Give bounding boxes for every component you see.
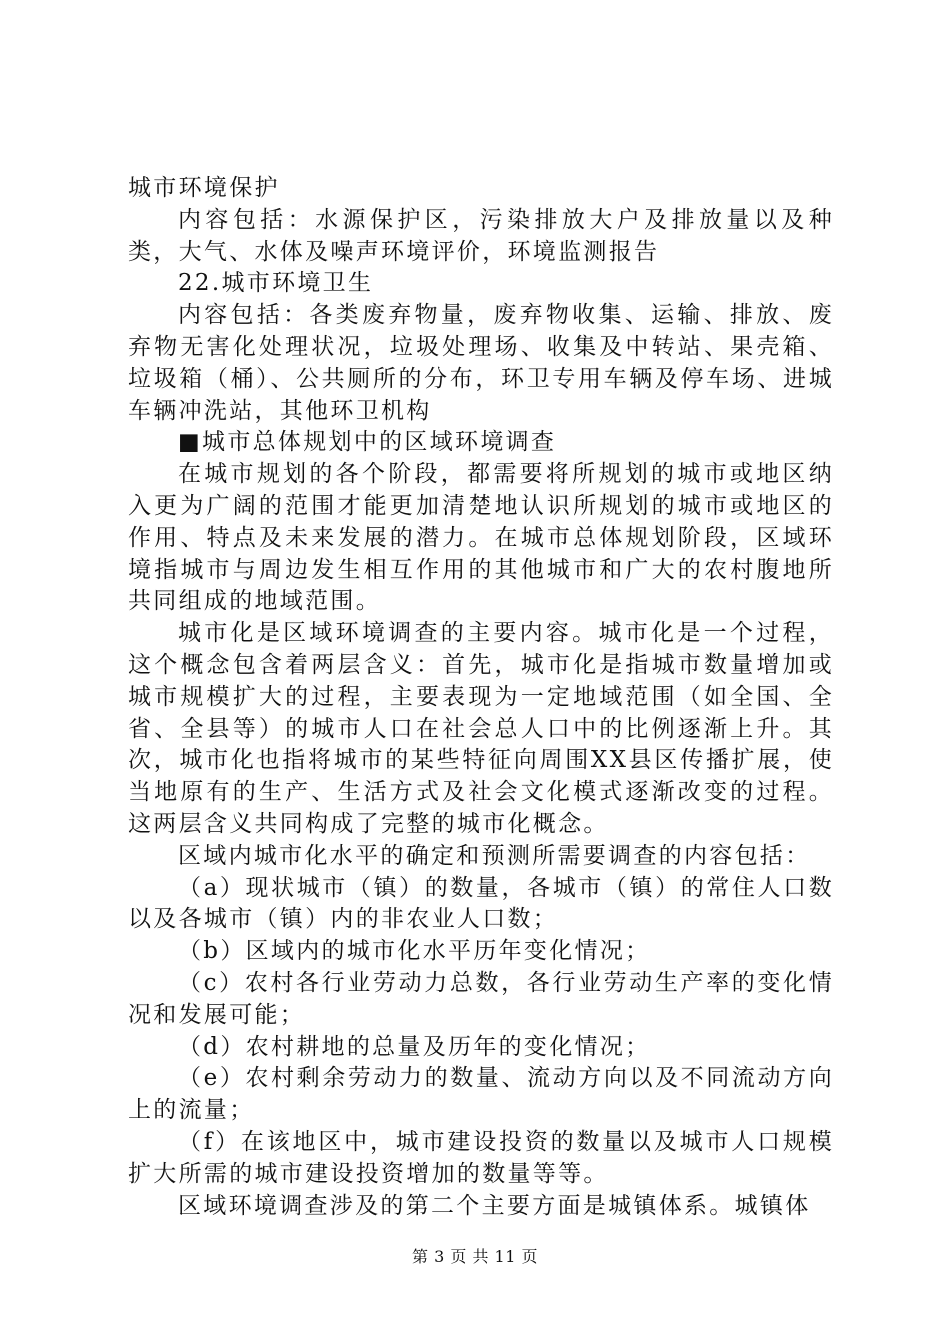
section-heading: ■城市总体规划中的区域环境调查 — [178, 429, 557, 456]
list-item: （e）农村剩余劳动力的数量、流动方向以及不同流动方向上的流量； — [128, 1065, 834, 1124]
paragraph: 区域内城市化水平的确定和预测所需要调查的内容包括： — [178, 842, 811, 869]
list-item: （d）农村耕地的总量及历年的变化情况； — [178, 1033, 651, 1060]
list-item: （c）农村各行业劳动力总数，各行业劳动生产率的变化情况和发展可能； — [128, 969, 834, 1028]
document-body — [128, 173, 834, 1222]
list-item: （f）在该地区中，城市建设投资的数量以及城市人口规模扩大所需的城市建设投资增加的数量等等。 — [128, 1128, 834, 1187]
list-item: （b）区域内的城市化水平历年变化情况； — [178, 938, 651, 965]
paragraph: 内容包括：各类废弃物量，废弃物收集、运输、排放、废弃物无害化处理状况，垃圾处理场、收集及中转站、果壳箱、垃圾箱（桶）、公共厕所的分布，环卫专用车辆及停车场、进城车辆冲洗站，其他环卫机构 — [128, 302, 834, 424]
page-footer — [0, 1244, 950, 1267]
paragraph: 城市环境保护 — [128, 175, 280, 201]
paragraph: 在城市规划的各个阶段，都需要将所规划的城市或地区纳入更为广阔的范围才能更加清楚地认识所规划的城市或地区的作用、特点及未来发展的潜力。在城市总体规划阶段，区域环境指城市与周边发生相互作用的其他城市和广大的农村腹地所共同组成的地域范围。 — [128, 461, 834, 615]
paragraph: 城市化是区域环境调查的主要内容。城市化是一个过程，这个概念包含着两层含义：首先，城市化是指城市数量增加或城市规模扩大的过程，主要表现为一定地域范围（如全国、全省、全县等）的城市人口在社会总人口中的比例逐渐上升。其次，城市化也指将城市的某些特征向周围XX县区传播扩展，使当地原有的生产、生活方式及社会文化模式逐渐改变的过程。这两层含义共同构成了完整的城市化概念。 — [128, 620, 834, 837]
section-heading: 22.城市环境卫生 — [178, 270, 374, 297]
paragraph: 区域环境调查涉及的第二个主要方面是城镇体系。城镇体 — [178, 1192, 811, 1219]
paragraph: 内容包括：水源保护区，污染排放大户及排放量以及种类，大气、水体及噪声环境评价，环境监测报告 — [128, 206, 834, 265]
list-item: （a）现状城市（镇）的数量，各城市（镇）的常住人口数以及各城市（镇）内的非农业人口数； — [128, 874, 834, 933]
page-number-label: 第 3 页 共 11 页 — [412, 1247, 538, 1266]
